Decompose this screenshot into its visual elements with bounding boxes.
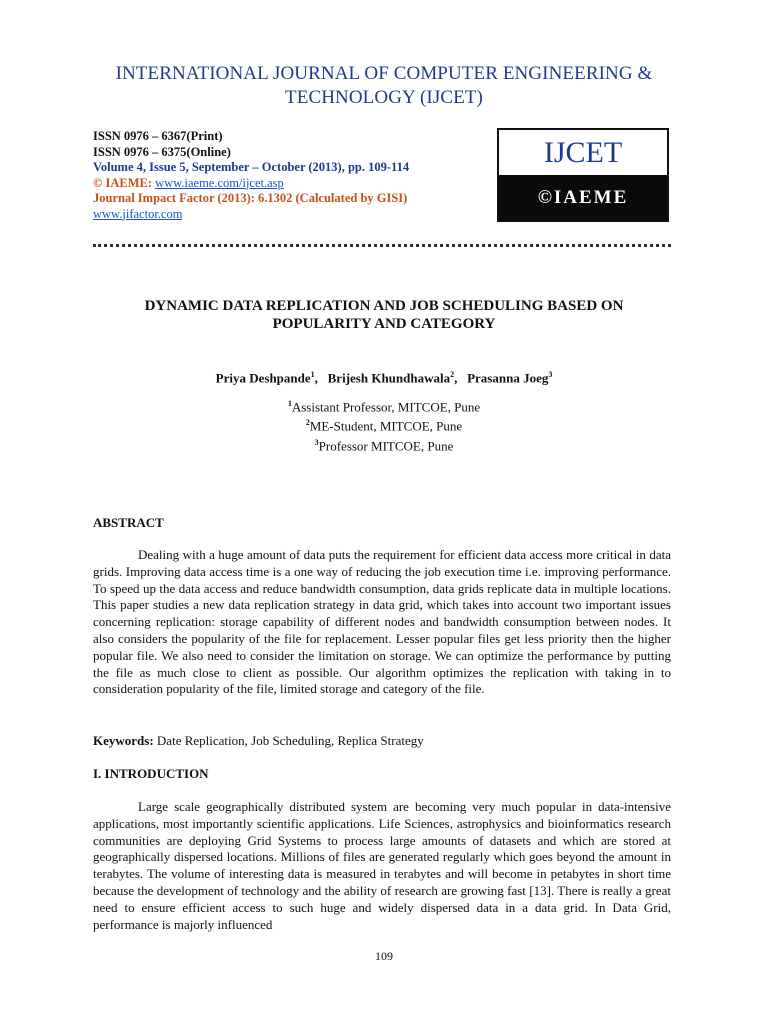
issn-print: ISSN 0976 – 6367(Print) xyxy=(93,129,223,143)
introduction-heading: I. INTRODUCTION xyxy=(93,766,209,781)
logo-bottom-text: ©IAEME xyxy=(499,175,667,220)
author-name: Prasanna Joeg xyxy=(467,370,549,386)
author-name: Brijesh Khundhawala xyxy=(327,370,451,386)
author-sup: 1 xyxy=(310,370,315,379)
volume-issue: Volume 4, Issue 5, September – October (2013), pp. 109-114 xyxy=(93,160,410,174)
keywords xyxy=(93,733,424,749)
iaeme-line xyxy=(93,176,493,192)
journal-title-line1: INTERNATIONAL JOURNAL OF COMPUTER ENGINEERING & xyxy=(115,63,653,84)
affiliation-sup: 1 xyxy=(287,399,292,408)
dotted-divider xyxy=(93,244,671,247)
affiliation-sup: 3 xyxy=(314,437,319,447)
logo-top-text: IJCET xyxy=(499,130,667,175)
affiliation-text: Assistant Professor, MITCOE, Pune xyxy=(291,399,481,415)
affiliation-text: ME-Student, MITCOE, Pune xyxy=(309,418,463,434)
affiliation-item xyxy=(80,396,688,415)
affiliation-item xyxy=(80,435,688,454)
affiliation-sup: 2 xyxy=(305,418,310,428)
impact-factor: Journal Impact Factor (2013): 6.1302 (Calculated by GISI) xyxy=(93,191,408,205)
journal-info xyxy=(93,129,493,222)
keywords-label: Keywords: xyxy=(93,733,154,748)
abstract-text: Dealing with a huge amount of data puts the requirement for efficient data access more critical in data grids. Improving data access time is a one way of reducing the job execution time i.e. improving performance. To speed up the data access and reduce bandwidth consumption, data grids replicate data in multiple locations. This paper studies a new data replication strategy in data grid, which takes into account two important issues concerning replication: storage capability of different nodes and bandwidth consumption between nodes. It also considers the popularity of the file for replacement. Lesser popular files get less priority then the higher popular file. We also need to consider the limitation on storage. We can optimize the performance by putting the file as much close to client as possible. Our algorithm optimizes the replication with taking in to consideration popularity of the file, limited storage and category of the file. xyxy=(93,547,671,697)
abstract-heading: ABSTRACT xyxy=(93,515,164,530)
author-name: Priya Deshpande xyxy=(215,370,311,386)
iaeme-link[interactable]: www.iaeme.com/ijcet.asp xyxy=(155,175,284,190)
iaeme-prefix: © IAEME: xyxy=(93,175,156,190)
page-number: 109 xyxy=(375,949,393,963)
paper-title-line1: DYNAMIC DATA REPLICATION AND JOB SCHEDULING BASED ON xyxy=(144,298,624,314)
introduction-text: Large scale geographically distributed system are becoming very much popular in data-intensive applications, most importantly scientific applications. Life Sciences, astrophysics and bioinformatics research communities are deploying Grid Systems to process large amounts of datasets and which are stored at geographically dispersed locations. Millions of files are generated regularly which goes beyond the amount in terabytes. The volume of interesting data is measured in terabytes and will become in petabytes in short time because the development of technology and the ability of research are growing fast [13]. There is really a great need to ensure efficient access to such huge and widely dispersed data in a data grid. In Data Grid, performance is majorly influenced xyxy=(93,799,671,932)
paper-title-line2: POPULARITY AND CATEGORY xyxy=(272,316,496,332)
affiliation-text: Professor MITCOE, Pune xyxy=(318,437,454,453)
keywords-text: Date Replication, Job Scheduling, Replica Strategy xyxy=(153,733,424,748)
ijcet-logo xyxy=(497,128,669,222)
journal-title xyxy=(60,62,708,110)
affiliation-item xyxy=(80,415,688,434)
affiliations xyxy=(80,396,688,454)
paper-title xyxy=(80,297,688,333)
author-sup: 3 xyxy=(548,370,553,379)
journal-title-line2: TECHNOLOGY (IJCET) xyxy=(285,87,483,108)
author-sup: 2 xyxy=(450,370,455,379)
issn-online: ISSN 0976 – 6375(Online) xyxy=(93,144,231,159)
author-list: Priya Deshpande$^1$, Brijesh Khundhawala$^2$, Prasanna Joeg$^3$ xyxy=(215,370,553,386)
jifactor-link[interactable]: www.jifactor.com xyxy=(93,206,183,221)
